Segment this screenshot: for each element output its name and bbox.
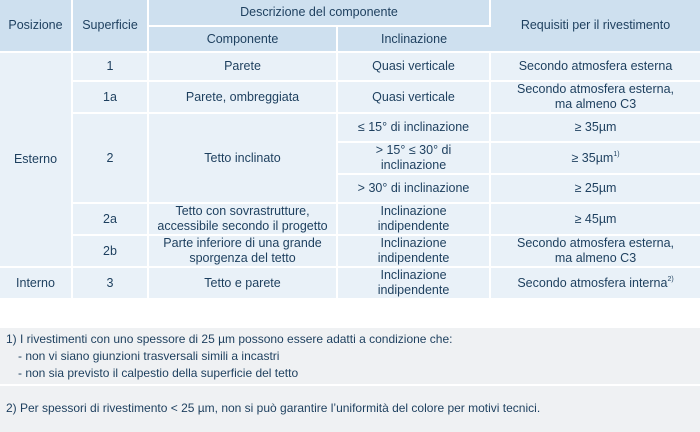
cell-requisiti: ≥ 45µm [490,203,700,235]
cell-requisiti [490,142,700,174]
header-descrizione: Descrizione del componente [148,0,490,26]
table-row [0,52,700,81]
cell-componente [148,235,337,267]
cell-componente: Tetto inclinato [148,113,337,203]
cell-requisiti: ≥ 25µm [490,174,700,203]
footnote-ref: 1) [613,150,620,158]
cell-superficie: 2 [72,113,148,203]
inclinazione-line-1: Inclinazione [380,204,447,218]
inclinazione-line-2: indipendente [377,219,450,233]
cell-inclinazione: > 30° di inclinazione [337,174,490,203]
requisiti-line-2: ma almeno C3 [554,251,637,265]
footnote-1-item: - non sia previsto il calpestio della superficie del tetto [18,366,299,380]
cell-componente: Tetto e parete [148,267,337,299]
cell-requisiti: Secondo atmosfera esterna [490,52,700,81]
componente-line-1: Parte inferiore di una grande [163,236,322,250]
cell-superficie: 1a [72,81,148,113]
cell-requisiti [490,81,700,113]
requisiti-line-1: Secondo atmosfera esterna, [516,236,675,250]
requisiti-line-2: ma almeno C3 [554,97,637,111]
footnote-ref: 2) [667,275,674,283]
cell-inclinazione: Quasi verticale [337,81,490,113]
header-superficie: Superficie [72,0,148,52]
cell-posizione-esterno: Esterno [0,52,72,267]
cell-componente [148,203,337,235]
footnote-1 [6,331,453,382]
footnote-1-item: - non vi siano giunzioni trasversali simili a incastri [18,349,280,363]
cell-componente: Parete [148,52,337,81]
componente-line-2: sporgenza del tetto [189,251,296,265]
header-requisiti: Requisiti per il rivestimento [490,0,700,52]
divider [0,384,700,386]
inclinazione-line-2: indipendente [377,283,450,297]
cell-inclinazione: Quasi verticale [337,52,490,81]
requisiti-value: Secondo atmosfera interna [517,275,668,290]
cell-inclinazione: > 15° ≤ 30° di inclinazione [337,142,490,174]
header-posizione: Posizione [0,0,72,52]
inclinazione-line-2: indipendente [377,251,450,265]
cell-superficie: 2a [72,203,148,235]
componente-line-2: accessibile secondo il progetto [157,219,328,233]
cell-inclinazione: ≤ 15° di inclinazione [337,113,490,142]
footnote-1-text: 1) I rivestimenti con uno spessore di 25 µm possono essere adatti a condizione che: [6,332,453,346]
cell-superficie: 3 [72,267,148,299]
inclinazione-line-1: Inclinazione [380,268,447,282]
cell-inclinazione [337,203,490,235]
footnote-2: 2) Per spessori di rivestimento < 25 µm, non si può garantire l’uniformità del colore per motivi tecnici. [6,401,541,415]
inclinazione-line-1: Inclinazione [380,236,447,250]
cell-requisiti [490,235,700,267]
cell-componente: Parete, ombreggiata [148,81,337,113]
requisiti-line-1: Secondo atmosfera esterna, [516,82,675,96]
cell-requisiti: ≥ 35µm [490,113,700,142]
cell-requisiti [490,267,700,299]
table-row [0,267,700,299]
header-componente: Componente [148,26,337,52]
table-row [0,113,700,142]
cell-inclinazione [337,267,490,299]
footnotes [0,328,700,432]
cell-posizione-interno: Interno [0,267,72,299]
cell-superficie: 1 [72,52,148,81]
header-inclinazione: Inclinazione [337,26,490,52]
componente-line-1: Tetto con sovrastrutture, [175,204,310,218]
cell-superficie: 2b [72,235,148,267]
table-row [0,81,700,113]
cell-inclinazione [337,235,490,267]
table-row [0,235,700,267]
table-row [0,203,700,235]
requisiti-value: ≥ 35µm [571,150,614,165]
